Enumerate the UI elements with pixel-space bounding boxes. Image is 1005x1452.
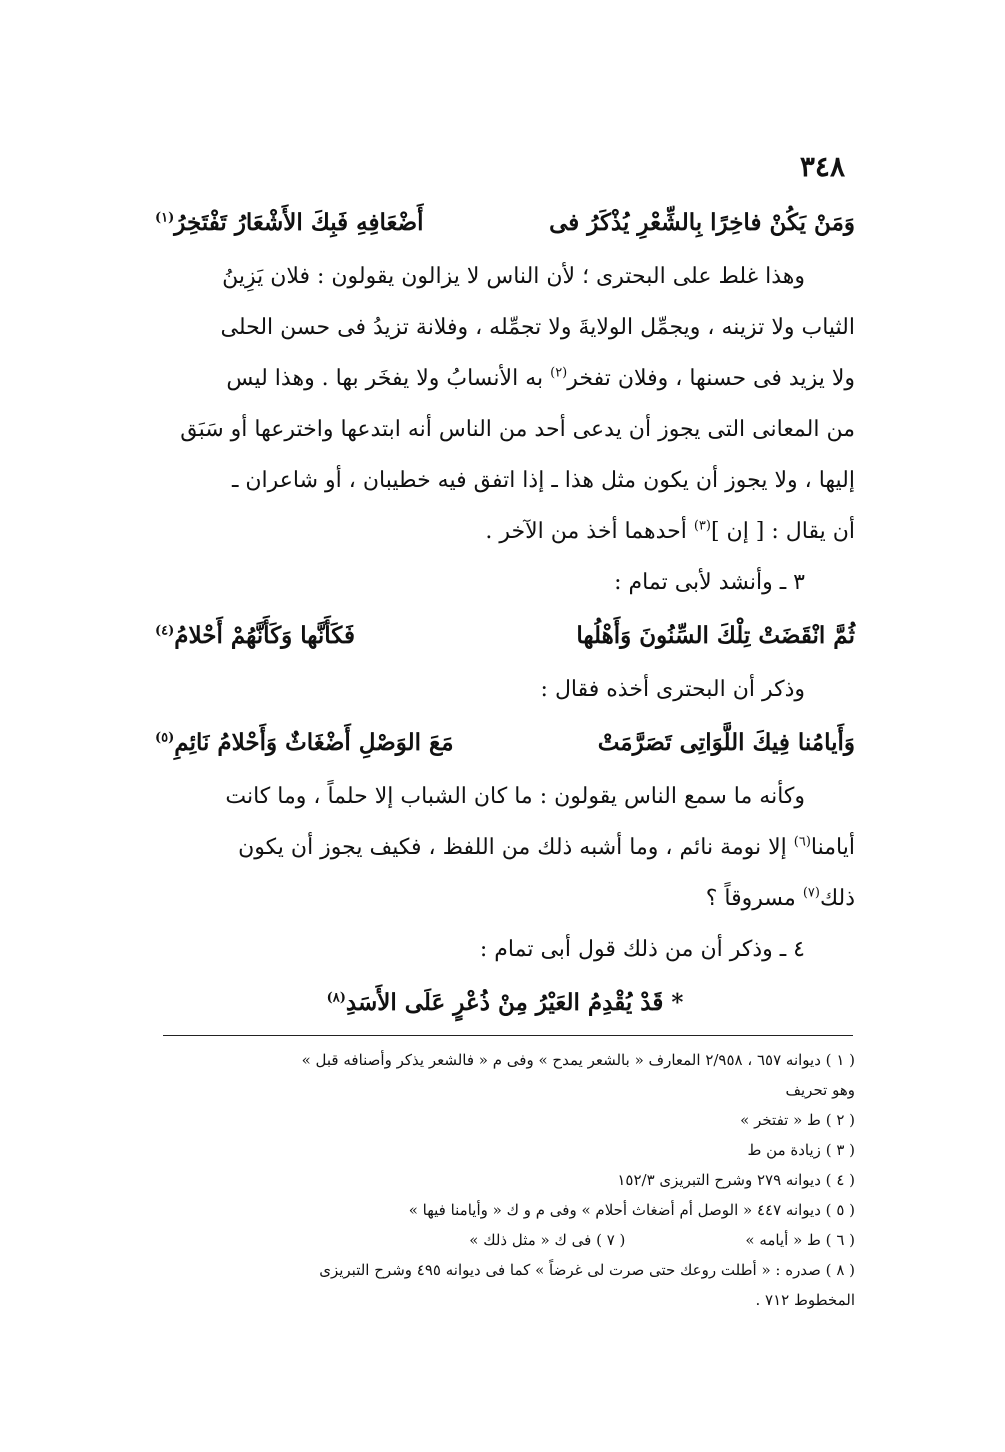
verse-1 [155, 195, 855, 251]
footnote-1-continued: وهو تحريف [785, 1081, 855, 1099]
verse-4-text: * قَدْ يُقْدِمُ العَيْرُ مِنْ ذُعْرٍ عَلَى الأَسَدِ [345, 989, 684, 1016]
footnote-ref-3: (٣) [693, 518, 711, 534]
paragraph-1-line-6a: أن يقال : [ إن ] [710, 519, 855, 544]
footnote-6: ( ٦ ) ط « أيامه » [745, 1231, 855, 1249]
footnote-7: ( ٧ ) فى ك « مثل ذلك » [469, 1231, 626, 1249]
paragraph-2-line-2b: إلا نومة نائم ، وما أشبه ذلك من اللفظ ، فكيف يجوز أن يكون [238, 835, 794, 860]
paragraph-1 [155, 251, 855, 557]
footnote-8-continued: المخطوط ٧١٢ . [755, 1291, 855, 1309]
verse-2-second-hemistich [155, 608, 355, 664]
footnote-4: ( ٤ ) ديوانه ٢٧٩ وشرح التبريزى ١٥٢/٣ [617, 1171, 855, 1189]
paragraph-1-line-6 [155, 506, 855, 557]
paragraph-1-line-4: من المعانى التى يجوز أن يدعى أحد من الناس أنه ابتدعها واخترعها أو سَبَق [180, 417, 855, 442]
paragraph-2-line-2a: أيامنا [810, 835, 855, 860]
footnote-2: ( ٢ ) ط « تفتخر » [740, 1111, 855, 1129]
paragraph-1-line-6b: أحدهما أخذ من الآخر . [485, 519, 694, 544]
footnote-separator [163, 1035, 853, 1036]
paragraph-1-line-3 [155, 353, 855, 404]
verse-3-second-hemistich [155, 715, 454, 771]
footnote-1: ( ١ ) ديوانه ٦٥٧ ، ٢/٩٥٨ المعارف « بالشعر يمدح » وفى م « فالشعر يذكر وأصنافه قبل » [301, 1051, 855, 1069]
page-number: ٣٤٨ [799, 150, 845, 183]
verse-4 [155, 975, 855, 1031]
paragraph-2-line-2 [155, 822, 855, 873]
footnote-ref-6: (٦) [793, 834, 811, 850]
footnote-8: ( ٨ ) صدره : « أطلت روعك حتى صرت لى غرضاً » كما فى ديوانه ٤٩٥ وشرح التبريزى [319, 1261, 855, 1279]
verse-1-second-text: أَضْعَافِهِ فَبِكَ الأَشْعَارُ تَفْتَخِرُ [174, 209, 424, 236]
footnote-ref-4: (٤) [155, 623, 175, 639]
main-text [155, 195, 855, 1031]
verse-1-second-hemistich [155, 195, 424, 251]
verse-1-first-hemistich: وَمَنْ يَكُنْ فاخِرًا بِالشِّعْرِ يُذْكَرُ فى [549, 209, 855, 236]
section-3-intro: ٣ ـ وأنشد لأبى تمام : [614, 570, 805, 595]
paragraph-1-line-5: إليها ، ولا يجوز أن يكون مثل هذا ـ إذا اتفق فيه خطيبان ، أو شاعران ـ [231, 468, 855, 493]
footnotes-6-7 [165, 1225, 855, 1255]
verse-2 [155, 608, 855, 664]
paragraph-2 [155, 771, 855, 924]
verse-3-second-text: مَعَ الوَصْلِ أَضْغَاثٌ وَأَحْلامُ نَائِمِ [174, 729, 454, 756]
verse-3-first-hemistich: وَأَيامُنا فِيكَ اللَّوَاتِى تَصَرَّمَتْ [597, 729, 855, 756]
footnotes [165, 1045, 855, 1315]
paragraph-1-line-3a: ولا يزيد فى حسنها ، وفلان تفخر [567, 366, 855, 391]
paragraph-2-line-3 [155, 873, 855, 924]
paragraph-1-line-1: وهذا غلط على البحترى ؛ لأن الناس لا يزالون يقولون : فلان يَزِينُ [222, 264, 805, 289]
footnote-ref-1: (١) [155, 210, 175, 226]
verse-2-second-text: فَكَأَنَّها وَكَأَنَّهُمْ أَحْلامُ [174, 622, 355, 649]
footnote-ref-8: (٨) [326, 990, 346, 1006]
verse-2-first-hemistich: ثُمَّ انْقَضَتْ تِلْكَ السِّنُونَ وَأَهْلُها [576, 622, 855, 649]
footnote-ref-2: (٢) [550, 365, 568, 381]
paragraph-2-line-1: وكأنه ما سمع الناس يقولون : ما كان الشباب إلا حلماً ، وما كانت [225, 784, 805, 809]
section-3-followup: وذكر أن البحترى أخذه فقال : [540, 677, 805, 702]
paragraph-1-line-2: الثياب ولا تزينه ، ويجمِّل الولايةَ ولا تجمِّله ، وفلانة تزيدُ فى حسن الحلى [220, 315, 855, 340]
footnote-3: ( ٣ ) زيادة من ط [747, 1141, 855, 1159]
paragraph-2-line-3a: ذلك [819, 886, 855, 911]
footnote-5: ( ٥ ) ديوانه ٤٤٧ « الوصل أم أضغاث أحلام » وفى م و ك « وأيامنا فيها » [408, 1201, 855, 1219]
section-4-intro: ٤ ـ وذكر أن من ذلك قول أبى تمام : [479, 937, 805, 962]
paragraph-2-line-3b: مسروقاً ؟ [705, 886, 803, 911]
footnote-ref-7: (٧) [802, 885, 820, 901]
paragraph-1-line-3b: به الأنسابُ ولا يفخَر بها . وهذا ليس [226, 366, 551, 391]
verse-3 [155, 715, 855, 771]
footnote-ref-5: (٥) [155, 730, 175, 746]
